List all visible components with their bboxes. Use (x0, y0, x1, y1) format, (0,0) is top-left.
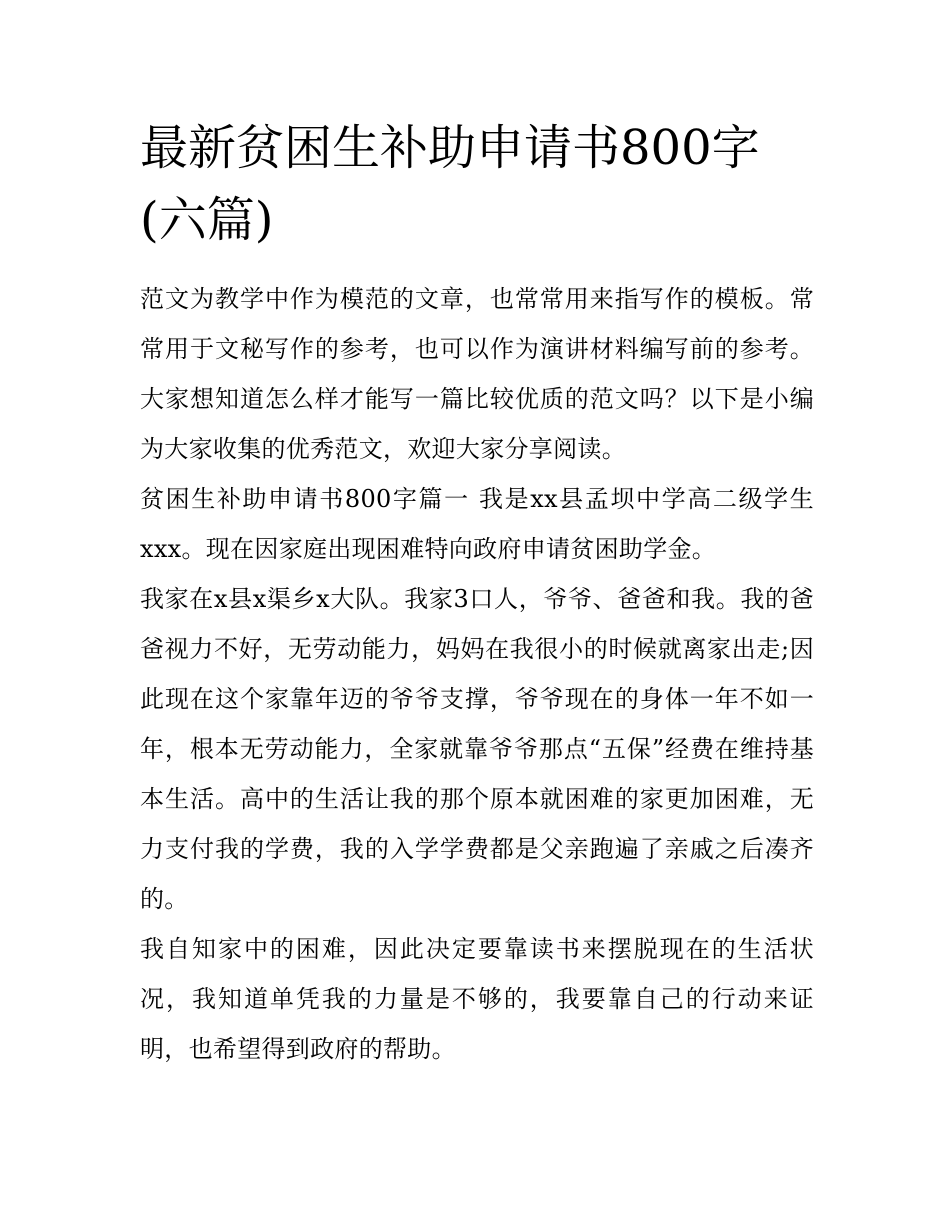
document-page (140, 112, 814, 1074)
paragraph-2: 我家在x县x渠乡x大队。我家3口人，爷爷、爸爸和我。我的爸爸视力不好，无劳动能力，妈妈在我很小的时候就离家出走;因此现在这个家靠年迈的爷爷支撑，爷爷现在的身体一年不如一年，根本无劳动能力，全家就靠爷爷那点“五保”经费在维持基本生活。高中的生活让我的那个原本就困难的家更加困难，无力支付我的学费，我的入学学费都是父亲跑遍了亲戚之后凑齐的。 (140, 585, 814, 913)
paragraph-1: 贫困生补助申请书800字篇一 我是xx县孟坝中学高二级学生xxx。现在因家庭出现困难特向政府申请贫困助学金。 (140, 485, 814, 563)
document-title: 最新贫困生补助申请书800字(六篇) (140, 120, 760, 248)
paragraph-3: 我自知家中的困难，因此决定要靠读书来摆脱现在的生活状况，我知道单凭我的力量是不够的，我要靠自己的行动来证明，也希望得到政府的帮助。 (140, 935, 814, 1063)
paragraph-intro: 范文为教学中作为模范的文章，也常常用来指写作的模板。常常用于文秘写作的参考，也可以作为演讲材料编写前的参考。大家想知道怎么样才能写一篇比较优质的范文吗？以下是小编为大家收集的优秀范文，欢迎大家分享阅读。 (140, 285, 814, 463)
